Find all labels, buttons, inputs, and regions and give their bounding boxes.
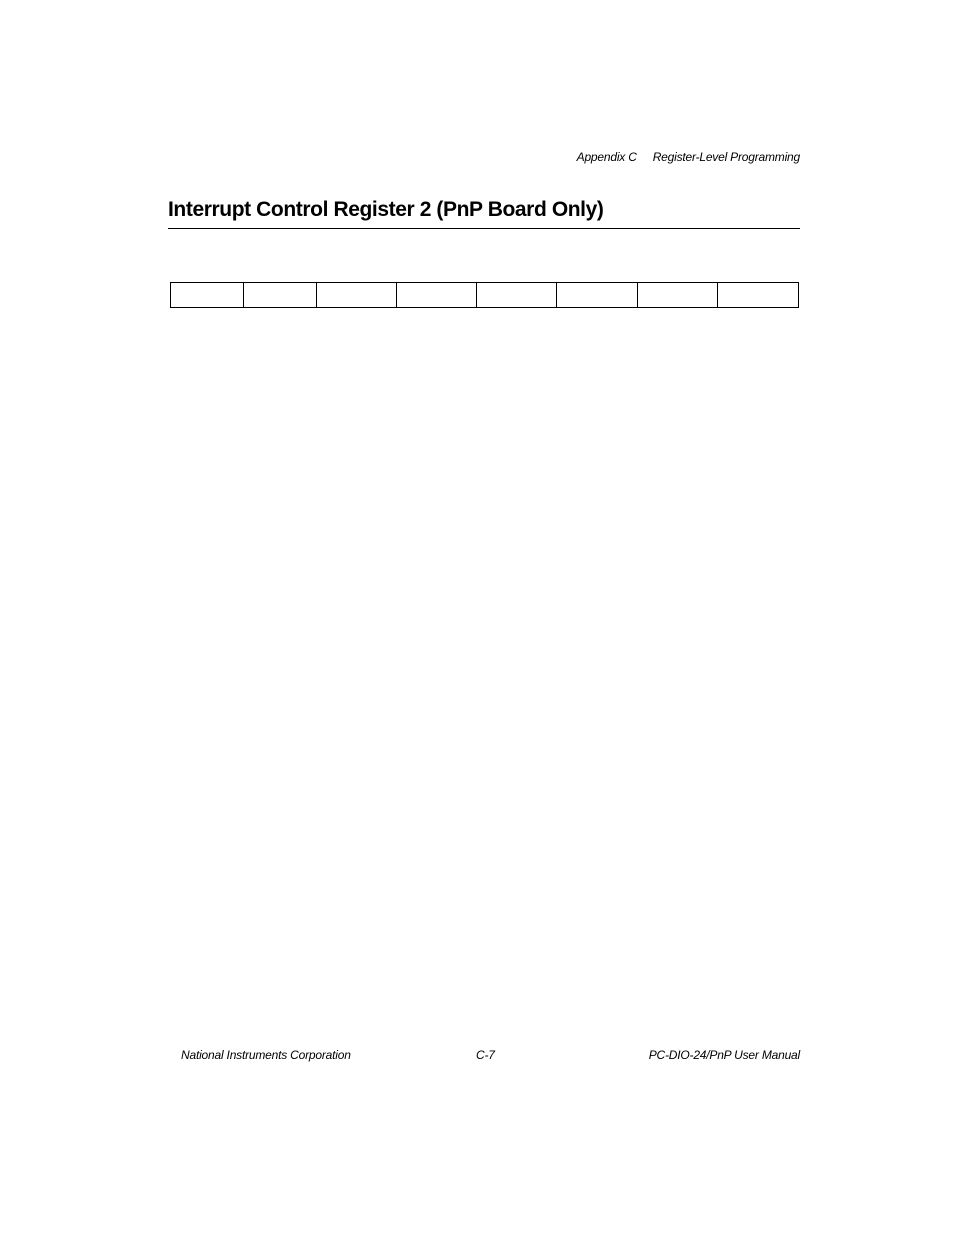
bit-cell bbox=[244, 283, 317, 308]
register-bit-table bbox=[170, 282, 799, 308]
table-row bbox=[171, 283, 799, 308]
section-title: Interrupt Control Register 2 (PnP Board Only) bbox=[168, 198, 604, 221]
bit-cell bbox=[397, 283, 477, 308]
header-appendix: Appendix C bbox=[576, 150, 637, 164]
bit-cell bbox=[718, 283, 799, 308]
title-rule bbox=[168, 228, 800, 229]
bit-cell bbox=[638, 283, 718, 308]
footer-page-number: C-7 bbox=[476, 1048, 495, 1062]
header-chapter: Register-Level Programming bbox=[652, 150, 800, 164]
bit-cell bbox=[477, 283, 557, 308]
bit-cell bbox=[557, 283, 638, 308]
footer-manual-title: PC-DIO-24/PnP User Manual bbox=[648, 1048, 800, 1062]
bit-cell bbox=[317, 283, 397, 308]
bit-cell bbox=[171, 283, 244, 308]
footer-company: National Instruments Corporation bbox=[181, 1048, 351, 1062]
running-header bbox=[577, 150, 800, 164]
